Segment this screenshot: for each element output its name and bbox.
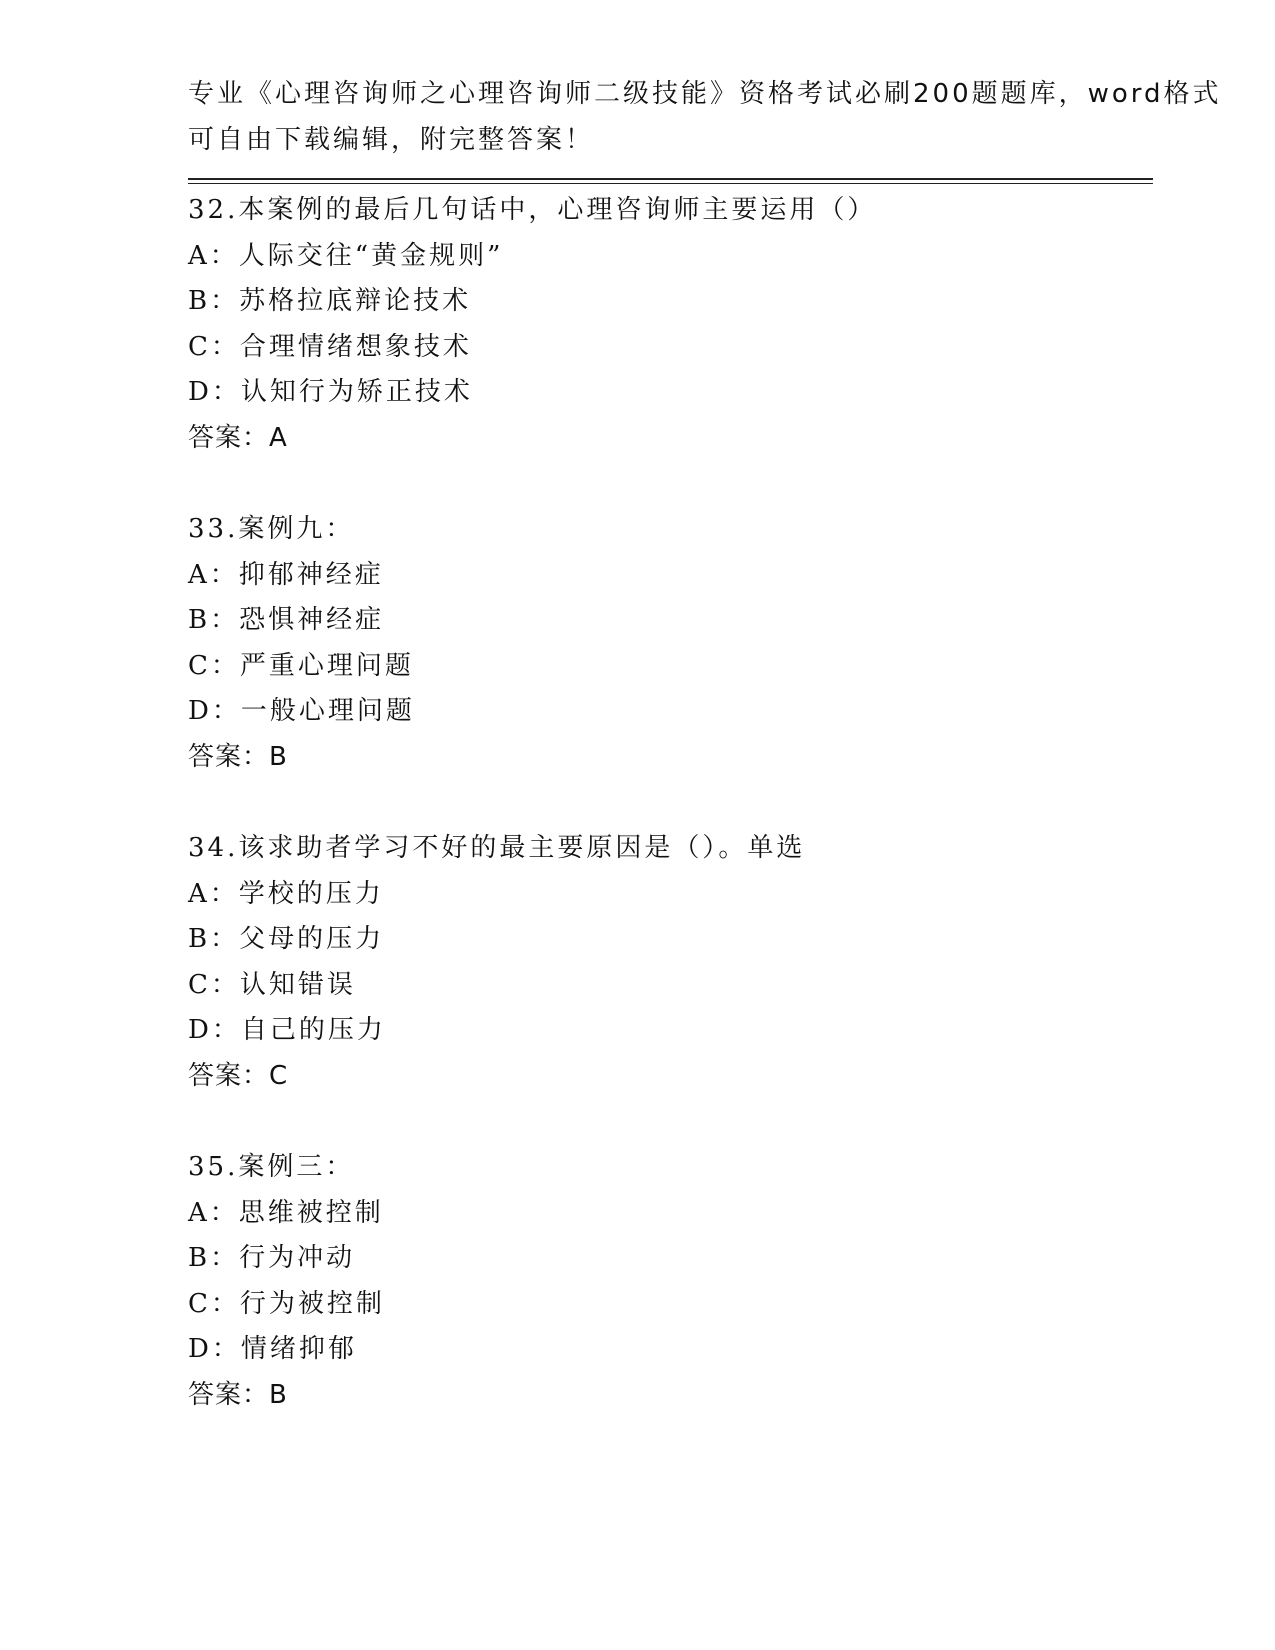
option-a: A：学校的压力 xyxy=(188,878,384,909)
option-a: A：抑郁神经症 xyxy=(188,559,384,590)
question-stem: 33.案例九： xyxy=(188,514,355,544)
option-d: D：自己的压力 xyxy=(188,1015,386,1045)
option-b: B：父母的压力 xyxy=(188,924,385,954)
option-c: C：行为被控制 xyxy=(188,1288,385,1319)
option-d: D：情绪抑郁 xyxy=(188,1334,357,1364)
option-b: B：苏格拉底辩论技术 xyxy=(188,286,472,316)
answer-label: 答案：A xyxy=(188,422,288,453)
answer-label: 答案：B xyxy=(188,741,288,772)
question-list xyxy=(188,188,1148,1464)
answer-label: 答案：C xyxy=(188,1060,289,1091)
question-35 xyxy=(188,1145,1148,1418)
header-line-1: 专业《心理咨询师之心理咨询师二级技能》资格考试必刷200题题库，word格式 xyxy=(188,79,1222,109)
option-a: A：人际交往“黄金规则” xyxy=(188,240,504,271)
answer-label: 答案：B xyxy=(188,1379,288,1410)
option-c: C：合理情绪想象技术 xyxy=(188,331,472,362)
option-d: D：一般心理问题 xyxy=(188,696,415,726)
option-b: B：行为冲动 xyxy=(188,1243,356,1273)
option-b: B：恐惧神经症 xyxy=(188,605,385,635)
header-divider-thin xyxy=(188,183,1153,184)
question-stem: 34.该求助者学习不好的最主要原因是（）。单选 xyxy=(188,833,806,863)
option-a: A：思维被控制 xyxy=(188,1197,384,1228)
option-c: C：认知错误 xyxy=(188,969,356,1000)
question-34 xyxy=(188,826,1148,1099)
document-header xyxy=(188,72,1222,163)
header-divider xyxy=(188,178,1153,180)
question-33 xyxy=(188,507,1148,780)
question-stem: 32.本案例的最后几句话中，心理咨询师主要运用（） xyxy=(188,195,877,225)
question-stem: 35.案例三： xyxy=(188,1152,355,1182)
header-line-2: 可自由下载编辑，附完整答案！ xyxy=(188,124,595,155)
question-32 xyxy=(188,188,1148,461)
option-c: C：严重心理问题 xyxy=(188,650,414,681)
option-d: D：认知行为矫正技术 xyxy=(188,377,473,407)
